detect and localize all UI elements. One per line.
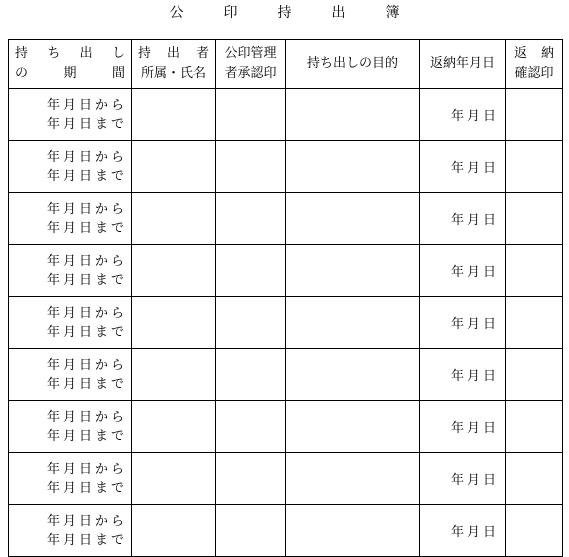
approval-seal-cell[interactable] bbox=[216, 245, 286, 297]
period-from: 年月日から bbox=[46, 513, 127, 529]
return-date: 年月日 bbox=[450, 369, 499, 384]
period-to: 年月日まで bbox=[46, 532, 127, 548]
table-row bbox=[9, 297, 563, 349]
period-cell[interactable] bbox=[9, 401, 132, 453]
purpose-cell[interactable] bbox=[286, 193, 420, 245]
period-from: 年月日から bbox=[46, 253, 127, 269]
return-date: 年月日 bbox=[450, 265, 499, 280]
return-date: 年月日 bbox=[450, 421, 499, 436]
approval-seal-cell[interactable] bbox=[216, 401, 286, 453]
table-row bbox=[9, 193, 563, 245]
header-char: の bbox=[15, 66, 29, 81]
header-holder-line2: 所属・氏名 bbox=[140, 66, 206, 81]
return-date-cell[interactable] bbox=[420, 245, 506, 297]
return-date: 年月日 bbox=[450, 525, 499, 540]
period-cell[interactable] bbox=[9, 89, 132, 141]
return-date-cell[interactable] bbox=[420, 401, 506, 453]
approval-seal-cell[interactable] bbox=[216, 193, 286, 245]
period-to: 年月日まで bbox=[46, 116, 127, 132]
confirm-seal-cell[interactable] bbox=[506, 349, 563, 401]
period-to: 年月日まで bbox=[46, 480, 127, 496]
approval-seal-cell[interactable] bbox=[216, 349, 286, 401]
table-row bbox=[9, 401, 563, 453]
table-row bbox=[9, 453, 563, 505]
period-to: 年月日まで bbox=[46, 168, 127, 184]
header-confirm bbox=[506, 40, 563, 89]
table-row bbox=[9, 141, 563, 193]
return-date-cell[interactable] bbox=[420, 141, 506, 193]
header-char: ち bbox=[47, 46, 61, 61]
holder-cell[interactable] bbox=[132, 401, 216, 453]
header-purpose bbox=[286, 40, 420, 89]
header-char: 期 bbox=[63, 66, 77, 81]
period-cell[interactable] bbox=[9, 349, 132, 401]
purpose-cell[interactable] bbox=[286, 349, 420, 401]
purpose-cell[interactable] bbox=[286, 401, 420, 453]
approval-seal-cell[interactable] bbox=[216, 89, 286, 141]
purpose-cell[interactable] bbox=[286, 141, 420, 193]
seal-log-table bbox=[8, 39, 563, 557]
period-to: 年月日まで bbox=[46, 428, 127, 444]
title-char: 公 bbox=[169, 5, 184, 21]
header-approval bbox=[216, 40, 286, 89]
title-char: 簿 bbox=[385, 5, 400, 21]
holder-cell[interactable] bbox=[132, 349, 216, 401]
approval-seal-cell[interactable] bbox=[216, 297, 286, 349]
header-char: 出 bbox=[166, 46, 180, 61]
return-date-cell[interactable] bbox=[420, 349, 506, 401]
period-cell[interactable] bbox=[9, 141, 132, 193]
period-to: 年月日まで bbox=[46, 376, 127, 392]
header-char: し bbox=[111, 46, 125, 61]
holder-cell[interactable] bbox=[132, 297, 216, 349]
period-from: 年月日から bbox=[46, 201, 127, 217]
approval-seal-cell[interactable] bbox=[216, 141, 286, 193]
confirm-seal-cell[interactable] bbox=[506, 453, 563, 505]
return-date-cell[interactable] bbox=[420, 505, 506, 557]
confirm-seal-cell[interactable] bbox=[506, 245, 563, 297]
table-row bbox=[9, 349, 563, 401]
table-row bbox=[9, 505, 563, 557]
period-cell[interactable] bbox=[9, 193, 132, 245]
header-return-date-label: 返納年月日 bbox=[429, 56, 495, 71]
holder-cell[interactable] bbox=[132, 453, 216, 505]
title-char: 持 bbox=[277, 5, 292, 21]
return-date: 年月日 bbox=[450, 473, 499, 488]
return-date: 年月日 bbox=[450, 213, 499, 228]
period-cell[interactable] bbox=[9, 297, 132, 349]
period-from: 年月日から bbox=[46, 97, 127, 113]
return-date: 年月日 bbox=[450, 161, 499, 176]
header-char: 納 bbox=[540, 46, 554, 61]
header-period bbox=[9, 40, 132, 89]
return-date-cell[interactable] bbox=[420, 453, 506, 505]
period-from: 年月日から bbox=[46, 461, 127, 477]
confirm-seal-cell[interactable] bbox=[506, 89, 563, 141]
purpose-cell[interactable] bbox=[286, 245, 420, 297]
period-to: 年月日まで bbox=[46, 324, 127, 340]
header-char: 返 bbox=[514, 46, 528, 61]
header-char: 出 bbox=[79, 46, 93, 61]
period-to: 年月日まで bbox=[46, 272, 127, 288]
table-row bbox=[9, 245, 563, 297]
header-confirm-line2: 確認印 bbox=[514, 66, 554, 81]
return-date: 年月日 bbox=[450, 109, 499, 124]
period-from: 年月日から bbox=[46, 305, 127, 321]
approval-seal-cell[interactable] bbox=[216, 453, 286, 505]
header-char: 間 bbox=[111, 66, 125, 81]
purpose-cell[interactable] bbox=[286, 89, 420, 141]
period-from: 年月日から bbox=[46, 409, 127, 425]
header-char: 持 bbox=[15, 46, 29, 61]
return-date-cell[interactable] bbox=[420, 193, 506, 245]
header-char: 者 bbox=[195, 46, 209, 61]
confirm-seal-cell[interactable] bbox=[506, 141, 563, 193]
holder-cell[interactable] bbox=[132, 193, 216, 245]
title-char: 印 bbox=[223, 5, 238, 21]
purpose-cell[interactable] bbox=[286, 453, 420, 505]
confirm-seal-cell[interactable] bbox=[506, 505, 563, 557]
page-title bbox=[0, 2, 569, 22]
approval-seal-cell[interactable] bbox=[216, 505, 286, 557]
period-from: 年月日から bbox=[46, 149, 127, 165]
title-char: 出 bbox=[331, 5, 346, 21]
purpose-cell[interactable] bbox=[286, 505, 420, 557]
period-cell[interactable] bbox=[9, 453, 132, 505]
header-approval-line1: 公印管理 bbox=[224, 46, 277, 61]
holder-cell[interactable] bbox=[132, 505, 216, 557]
header-return-date bbox=[420, 40, 506, 89]
confirm-seal-cell[interactable] bbox=[506, 401, 563, 453]
header-approval-line2: 者承認印 bbox=[224, 66, 277, 81]
return-date: 年月日 bbox=[450, 317, 499, 332]
confirm-seal-cell[interactable] bbox=[506, 193, 563, 245]
table-row bbox=[9, 89, 563, 141]
period-cell[interactable] bbox=[9, 245, 132, 297]
confirm-seal-cell[interactable] bbox=[506, 297, 563, 349]
return-date-cell[interactable] bbox=[420, 297, 506, 349]
header-char: 持 bbox=[138, 46, 152, 61]
purpose-cell[interactable] bbox=[286, 297, 420, 349]
header-holder bbox=[132, 40, 216, 89]
return-date-cell[interactable] bbox=[420, 89, 506, 141]
holder-cell[interactable] bbox=[132, 245, 216, 297]
period-to: 年月日まで bbox=[46, 220, 127, 236]
period-cell[interactable] bbox=[9, 505, 132, 557]
holder-cell[interactable] bbox=[132, 89, 216, 141]
holder-cell[interactable] bbox=[132, 141, 216, 193]
header-row bbox=[9, 40, 563, 89]
period-from: 年月日から bbox=[46, 357, 127, 373]
header-purpose-label: 持ち出しの目的 bbox=[306, 56, 398, 71]
